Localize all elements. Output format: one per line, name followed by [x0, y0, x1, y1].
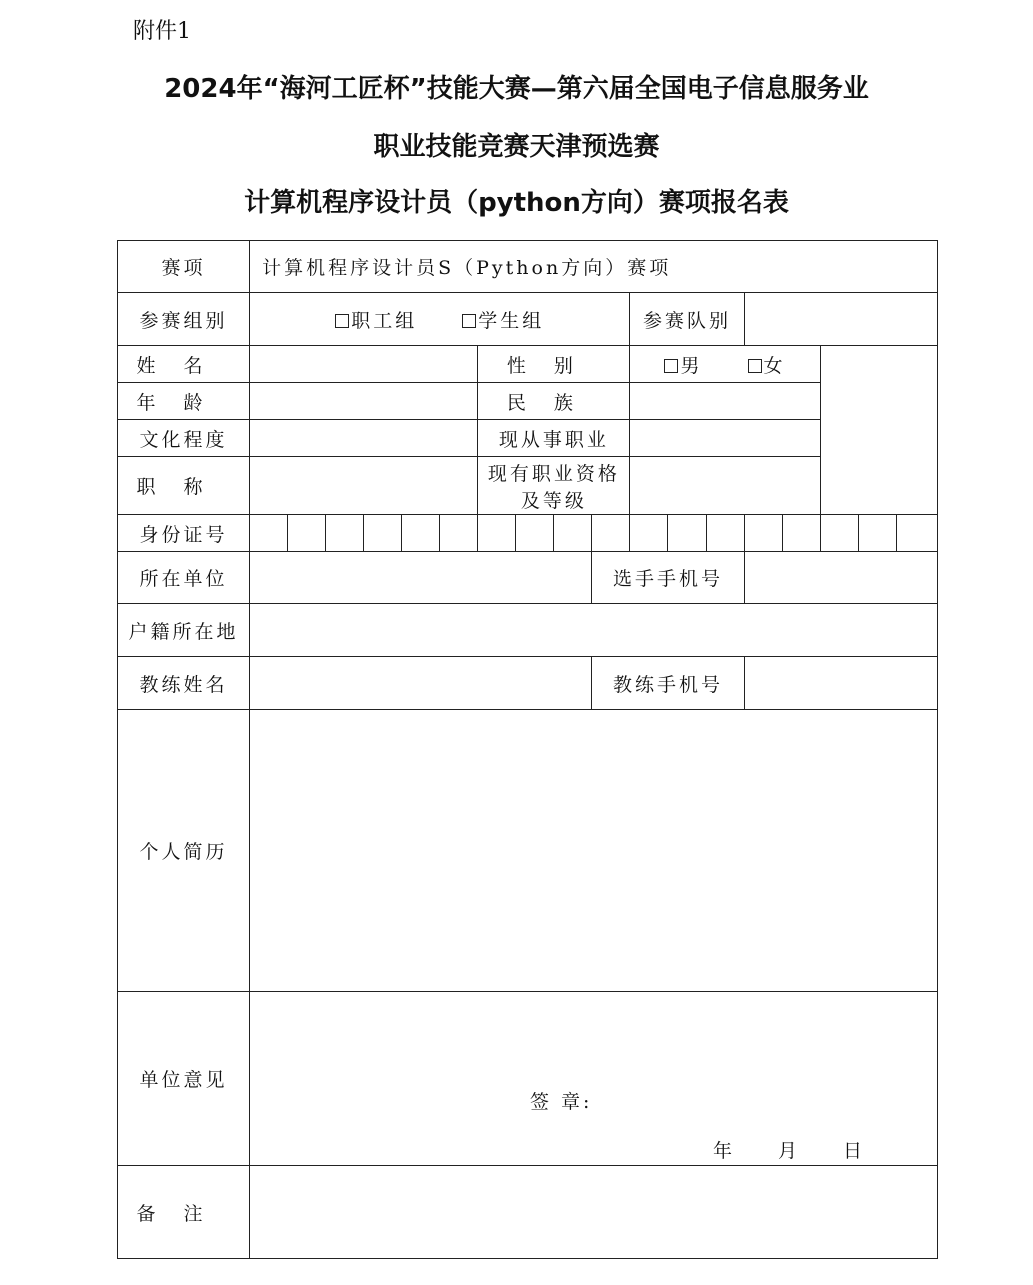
gender-option-male[interactable]: 男 [664, 355, 702, 377]
group-option-staff[interactable]: 职工组 [335, 310, 417, 332]
id-digit-cell[interactable] [326, 515, 364, 552]
coach-name-input[interactable] [250, 657, 592, 710]
resume-label: 个人简历 [118, 710, 250, 992]
id-digit-cell[interactable] [516, 515, 554, 552]
checkbox-icon[interactable] [462, 314, 476, 328]
event-value: 计算机程序设计员S（Python方向）赛项 [250, 241, 938, 293]
id-digit-cell[interactable] [402, 515, 440, 552]
seal-label: 签 章: [530, 1091, 593, 1113]
group-label: 参赛组别 [118, 293, 250, 346]
team-input[interactable] [744, 293, 937, 346]
form-title-line-3: 计算机程序设计员（python方向）赛项报名表 [244, 188, 789, 218]
age-input[interactable] [250, 383, 478, 420]
id-digit-cell[interactable] [858, 515, 896, 552]
id-digit-cell[interactable] [592, 515, 630, 552]
group-options [250, 293, 630, 346]
coach-phone-input[interactable] [744, 657, 937, 710]
occupation-input[interactable] [630, 420, 820, 457]
resume-input[interactable] [250, 710, 938, 992]
id-digit-cell[interactable] [782, 515, 820, 552]
registration-table [117, 240, 938, 1259]
id-digit-cell[interactable] [440, 515, 478, 552]
id-digit-cell[interactable] [630, 515, 668, 552]
checkbox-icon[interactable] [335, 314, 349, 328]
date-line [713, 1136, 908, 1163]
household-label: 户籍所在地 [118, 604, 250, 657]
name-input[interactable] [250, 346, 478, 383]
gender-option-female[interactable]: 女 [748, 355, 786, 377]
coach-name-label: 教练姓名 [118, 657, 250, 710]
qualification-label: 现有职业资格 及等级 [478, 457, 630, 515]
employer-input[interactable] [250, 552, 592, 604]
form-title-line-2: 职业技能竞赛天津预选赛 [373, 132, 660, 162]
id-label: 身份证号 [118, 515, 250, 552]
id-digit-cell[interactable] [478, 515, 516, 552]
ethnicity-input[interactable] [630, 383, 820, 420]
education-input[interactable] [250, 420, 478, 457]
education-label: 文化程度 [118, 420, 250, 457]
remarks-input[interactable] [250, 1166, 938, 1259]
age-label: 年龄 [118, 383, 250, 420]
attachment-label: 附件1 [133, 19, 191, 44]
id-digit-cell[interactable] [250, 515, 288, 552]
id-digit-cell[interactable] [706, 515, 744, 552]
employer-label: 所在单位 [118, 552, 250, 604]
team-label: 参赛队别 [630, 293, 744, 346]
title-label: 职称 [118, 457, 250, 515]
date-year: 年 [713, 1140, 733, 1162]
date-day: 日 [843, 1140, 863, 1162]
gender-options [630, 346, 820, 383]
coach-phone-label: 教练手机号 [592, 657, 744, 710]
checkbox-icon[interactable] [748, 359, 762, 373]
event-label: 赛项 [118, 241, 250, 293]
occupation-label: 现从事职业 [478, 420, 630, 457]
title-input[interactable] [250, 457, 478, 515]
phone-label: 选手手机号 [592, 552, 744, 604]
remarks-label: 备注 [118, 1166, 250, 1259]
form-title-line-1: 2024年“海河工匠杯”技能大赛—第六届全国电子信息服务业 [164, 74, 869, 104]
household-input[interactable] [250, 604, 938, 657]
ethnicity-label: 民族 [478, 383, 630, 420]
phone-input[interactable] [744, 552, 937, 604]
checkbox-icon[interactable] [664, 359, 678, 373]
name-label: 姓名 [118, 346, 250, 383]
date-month: 月 [778, 1140, 798, 1162]
qualification-input[interactable] [630, 457, 820, 515]
gender-label: 性别 [478, 346, 630, 383]
id-digit-cell[interactable] [288, 515, 326, 552]
id-digit-cell[interactable] [554, 515, 592, 552]
group-option-student[interactable]: 学生组 [462, 310, 544, 332]
id-digit-cell[interactable] [896, 515, 937, 552]
opinion-label: 单位意见 [118, 992, 250, 1166]
photo-box [820, 346, 937, 515]
id-digit-cell[interactable] [668, 515, 706, 552]
id-digit-cell[interactable] [820, 515, 858, 552]
id-digit-cell[interactable] [744, 515, 782, 552]
id-digit-cell[interactable] [364, 515, 402, 552]
